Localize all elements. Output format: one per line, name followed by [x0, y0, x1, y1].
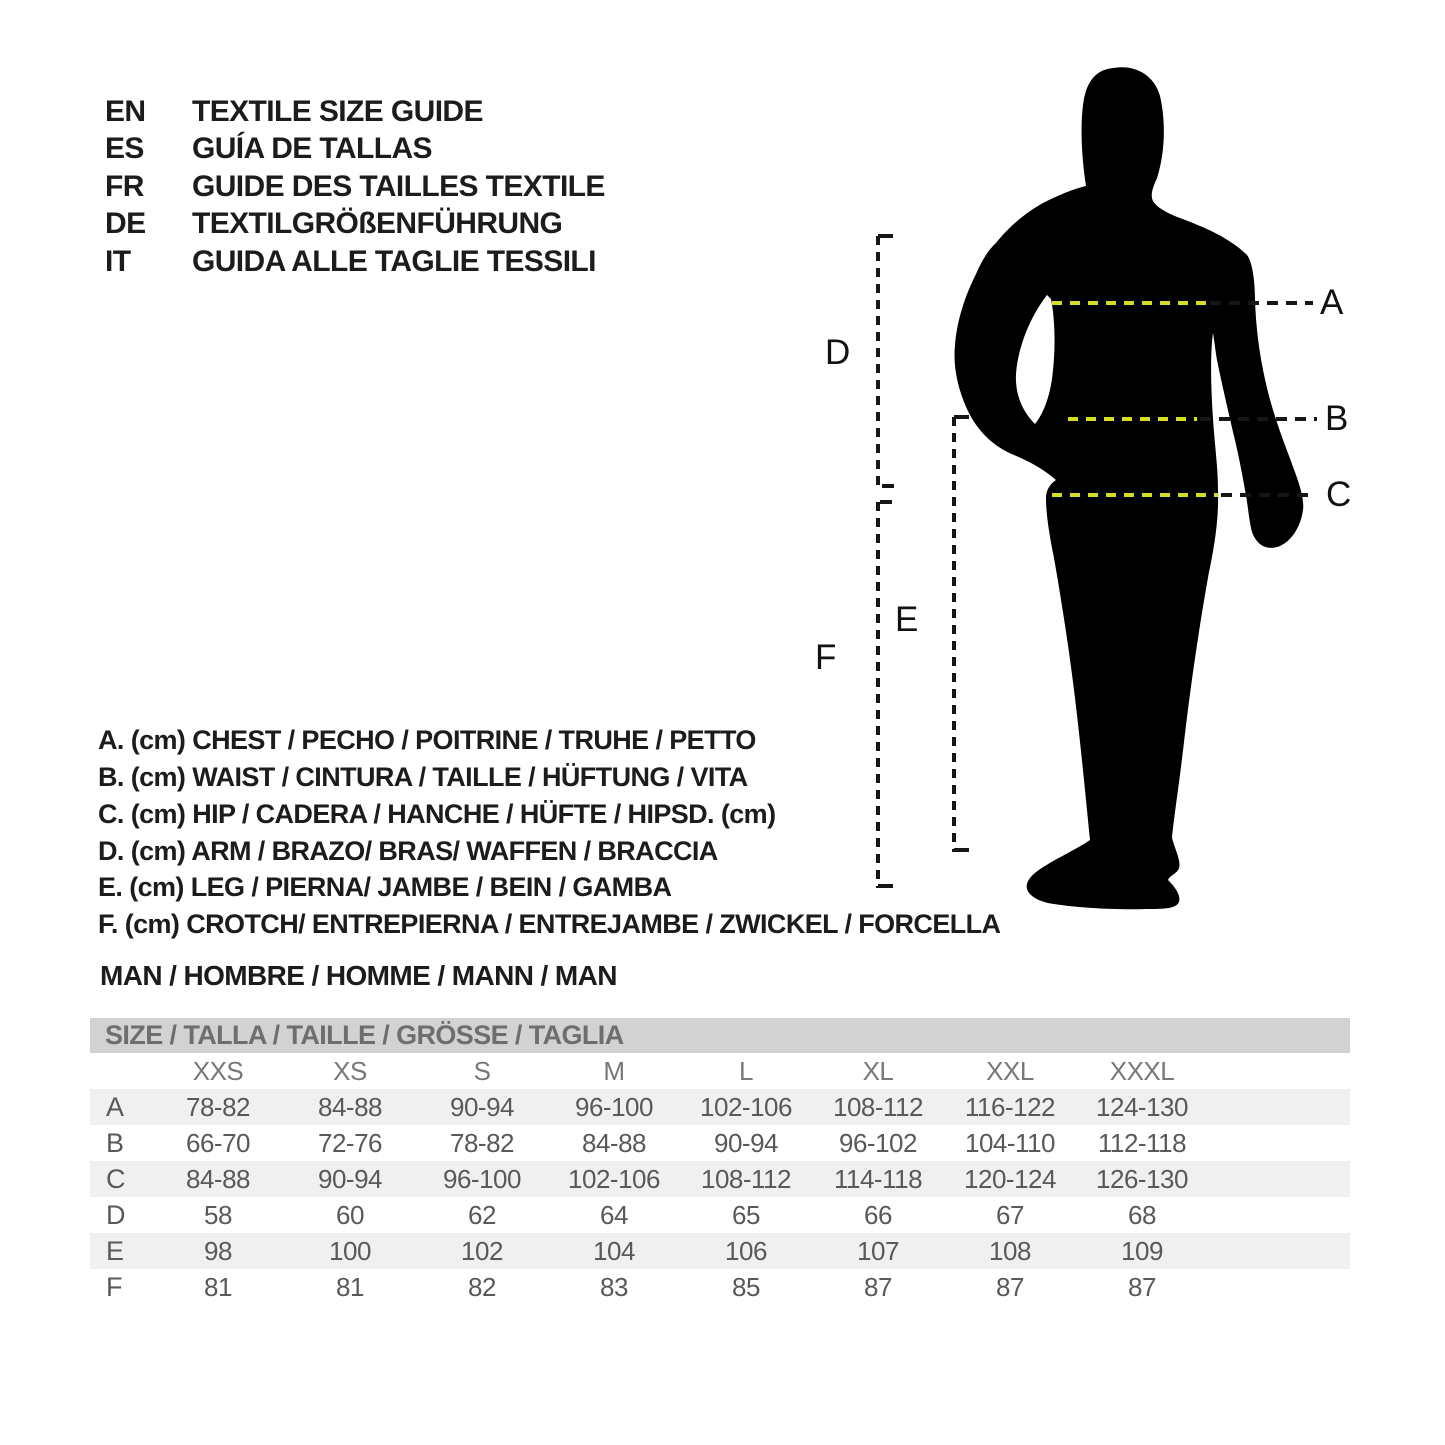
- label-line-a: A: [1320, 283, 1344, 322]
- label-line-f: F: [815, 638, 837, 677]
- gender-heading: MAN / HOMBRE / HOMME / MANN / MAN: [100, 960, 617, 991]
- row-spacer: [1208, 1233, 1350, 1269]
- cell-f-xs: 81: [336, 1272, 364, 1302]
- col-head-l: L: [739, 1056, 753, 1086]
- row-spacer: [1208, 1089, 1350, 1125]
- cell-f-s: 82: [468, 1272, 496, 1302]
- cell-d-xs: 60: [336, 1200, 364, 1230]
- cell-b-xxs: 66-70: [186, 1128, 250, 1158]
- table-row-a: [90, 1089, 1350, 1125]
- size-table-title: SIZE / TALLA / TAILLE / GRÖSSE / TAGLIA: [90, 1018, 1350, 1053]
- label-line-c: C: [1326, 475, 1352, 514]
- cell-f-xxl: 87: [996, 1272, 1024, 1302]
- row-key: A: [106, 1092, 124, 1122]
- cell-a-m: 96-100: [575, 1092, 653, 1122]
- cell-e-xl: 107: [857, 1236, 899, 1266]
- legend-chest: A. (cm) CHEST / PECHO / POITRINE / TRUHE / PETTO: [98, 725, 756, 755]
- lang-code-es: ES: [105, 132, 144, 165]
- cell-e-s: 102: [461, 1236, 503, 1266]
- cell-b-xl: 96-102: [839, 1128, 917, 1158]
- cell-d-m: 64: [600, 1200, 628, 1230]
- cell-b-l: 90-94: [714, 1128, 778, 1158]
- cell-c-s: 96-100: [443, 1164, 521, 1194]
- cell-c-xxs: 84-88: [186, 1164, 250, 1194]
- cell-c-xxl: 120-124: [964, 1164, 1056, 1194]
- table-row-e: [90, 1233, 1350, 1269]
- col-head-xl: XL: [862, 1056, 894, 1086]
- label-line-d: D: [825, 333, 851, 372]
- cell-d-xl: 66: [864, 1200, 892, 1230]
- cell-a-xxl: 116-122: [965, 1092, 1055, 1122]
- cell-c-xl: 114-118: [833, 1164, 923, 1194]
- row-spacer: [1208, 1269, 1350, 1305]
- row-key: B: [106, 1128, 124, 1158]
- cell-c-m: 102-106: [568, 1164, 660, 1194]
- label-line-b: B: [1325, 399, 1349, 438]
- crotch-line-top-tick: [880, 500, 892, 504]
- header-row-spacer: [1208, 1053, 1350, 1089]
- cell-a-xl: 108-112: [833, 1092, 923, 1122]
- arm-line-top-tick: [878, 234, 893, 238]
- legend-crotch: F. (cm) CROTCH/ ENTREPIERNA / ENTREJAMBE / ZWICKEL / FORCELLA: [98, 909, 1001, 939]
- table-row-d: [90, 1197, 1350, 1233]
- guide-title-de: TEXTILGRÖßENFÜHRUNG: [192, 207, 563, 240]
- waist-line-dashed-black: [1200, 417, 1317, 421]
- cell-f-l: 85: [732, 1272, 760, 1302]
- leg-line-bottom-tick: [954, 848, 969, 852]
- cell-e-xxs: 98: [204, 1236, 232, 1266]
- leg-line-dashed: [952, 417, 956, 852]
- arm-line-bottom-tick: [882, 484, 894, 488]
- cell-f-xl: 87: [864, 1272, 892, 1302]
- cell-c-l: 108-112: [701, 1164, 791, 1194]
- waist-line-dashed-yellow: [1068, 417, 1197, 421]
- lang-code-de: DE: [105, 207, 146, 240]
- arm-line-dashed: [876, 236, 880, 488]
- hip-line-dashed-yellow: [1052, 493, 1218, 497]
- guide-title-it: GUIDA ALLE TAGLIE TESSILI: [192, 245, 596, 278]
- corner-cell: [90, 1053, 152, 1089]
- legend-leg: E. (cm) LEG / PIERNA/ JAMBE / BEIN / GAMBA: [98, 872, 672, 902]
- cell-b-s: 78-82: [450, 1128, 514, 1158]
- cell-b-xxl: 104-110: [965, 1128, 1055, 1158]
- guide-title-fr: GUIDE DES TAILLES TEXTILE: [192, 170, 605, 203]
- chest-line-dashed-yellow: [1052, 301, 1207, 305]
- leg-line-top-tick: [954, 415, 969, 419]
- table-row-b: [90, 1125, 1350, 1161]
- cell-c-xxxl: 126-130: [1096, 1164, 1188, 1194]
- guide-title-en: TEXTILE SIZE GUIDE: [192, 95, 483, 128]
- cell-b-m: 84-88: [582, 1128, 646, 1158]
- row-spacer: [1208, 1197, 1350, 1233]
- row-spacer: [1208, 1125, 1350, 1161]
- cell-a-s: 90-94: [450, 1092, 514, 1122]
- cell-f-m: 83: [600, 1272, 628, 1302]
- size-table-column-header-row: [90, 1053, 1350, 1089]
- col-head-m: M: [603, 1056, 625, 1086]
- col-head-xxl: XXL: [986, 1056, 1034, 1086]
- cell-f-xxs: 81: [204, 1272, 232, 1302]
- legend-hip: C. (cm) HIP / CADERA / HANCHE / HÜFTE / HIPSD. (cm): [98, 799, 776, 829]
- row-key: F: [106, 1272, 122, 1302]
- cell-a-xxs: 78-82: [186, 1092, 250, 1122]
- row-key: C: [106, 1164, 125, 1194]
- size-table: [90, 1018, 1350, 1305]
- cell-e-m: 104: [593, 1236, 635, 1266]
- row-key: E: [106, 1236, 124, 1266]
- table-row-f: [90, 1269, 1350, 1305]
- lang-code-fr: FR: [105, 170, 144, 203]
- lang-code-it: IT: [105, 245, 131, 278]
- col-head-xxs: XXS: [192, 1056, 244, 1086]
- row-spacer: [1208, 1161, 1350, 1197]
- cell-b-xs: 72-76: [318, 1128, 382, 1158]
- cell-f-xxxl: 87: [1128, 1272, 1156, 1302]
- cell-d-xxl: 67: [996, 1200, 1024, 1230]
- col-head-xs: XS: [333, 1056, 367, 1086]
- cell-e-xxxl: 109: [1121, 1236, 1163, 1266]
- table-row-c: [90, 1161, 1350, 1197]
- cell-a-l: 102-106: [700, 1092, 792, 1122]
- cell-d-xxs: 58: [204, 1200, 232, 1230]
- lang-code-en: EN: [105, 95, 146, 128]
- crotch-line-bottom-tick: [878, 884, 893, 888]
- hip-line-dashed-black: [1221, 493, 1314, 497]
- legend-arm: D. (cm) ARM / BRAZO/ BRAS/ WAFFEN / BRACCIA: [98, 836, 718, 866]
- cell-e-xs: 100: [329, 1236, 371, 1266]
- cell-b-xxxl: 112-118: [1097, 1128, 1187, 1158]
- label-line-e: E: [895, 600, 919, 639]
- row-key: D: [106, 1200, 125, 1230]
- cell-c-xs: 90-94: [318, 1164, 382, 1194]
- crotch-line-dashed: [876, 502, 880, 888]
- cell-a-xxxl: 124-130: [1096, 1092, 1188, 1122]
- col-head-s: S: [473, 1056, 491, 1086]
- cell-e-l: 106: [725, 1236, 767, 1266]
- cell-d-s: 62: [468, 1200, 496, 1230]
- cell-a-xs: 84-88: [318, 1092, 382, 1122]
- guide-title-es: GUÍA DE TALLAS: [192, 132, 432, 165]
- cell-d-xxxl: 68: [1128, 1200, 1156, 1230]
- legend-waist: B. (cm) WAIST / CINTURA / TAILLE / HÜFTUNG / VITA: [98, 762, 748, 792]
- cell-d-l: 65: [732, 1200, 760, 1230]
- col-head-xxxl: XXXL: [1109, 1056, 1175, 1086]
- chest-line-dashed-black: [1210, 301, 1313, 305]
- cell-e-xxl: 108: [989, 1236, 1031, 1266]
